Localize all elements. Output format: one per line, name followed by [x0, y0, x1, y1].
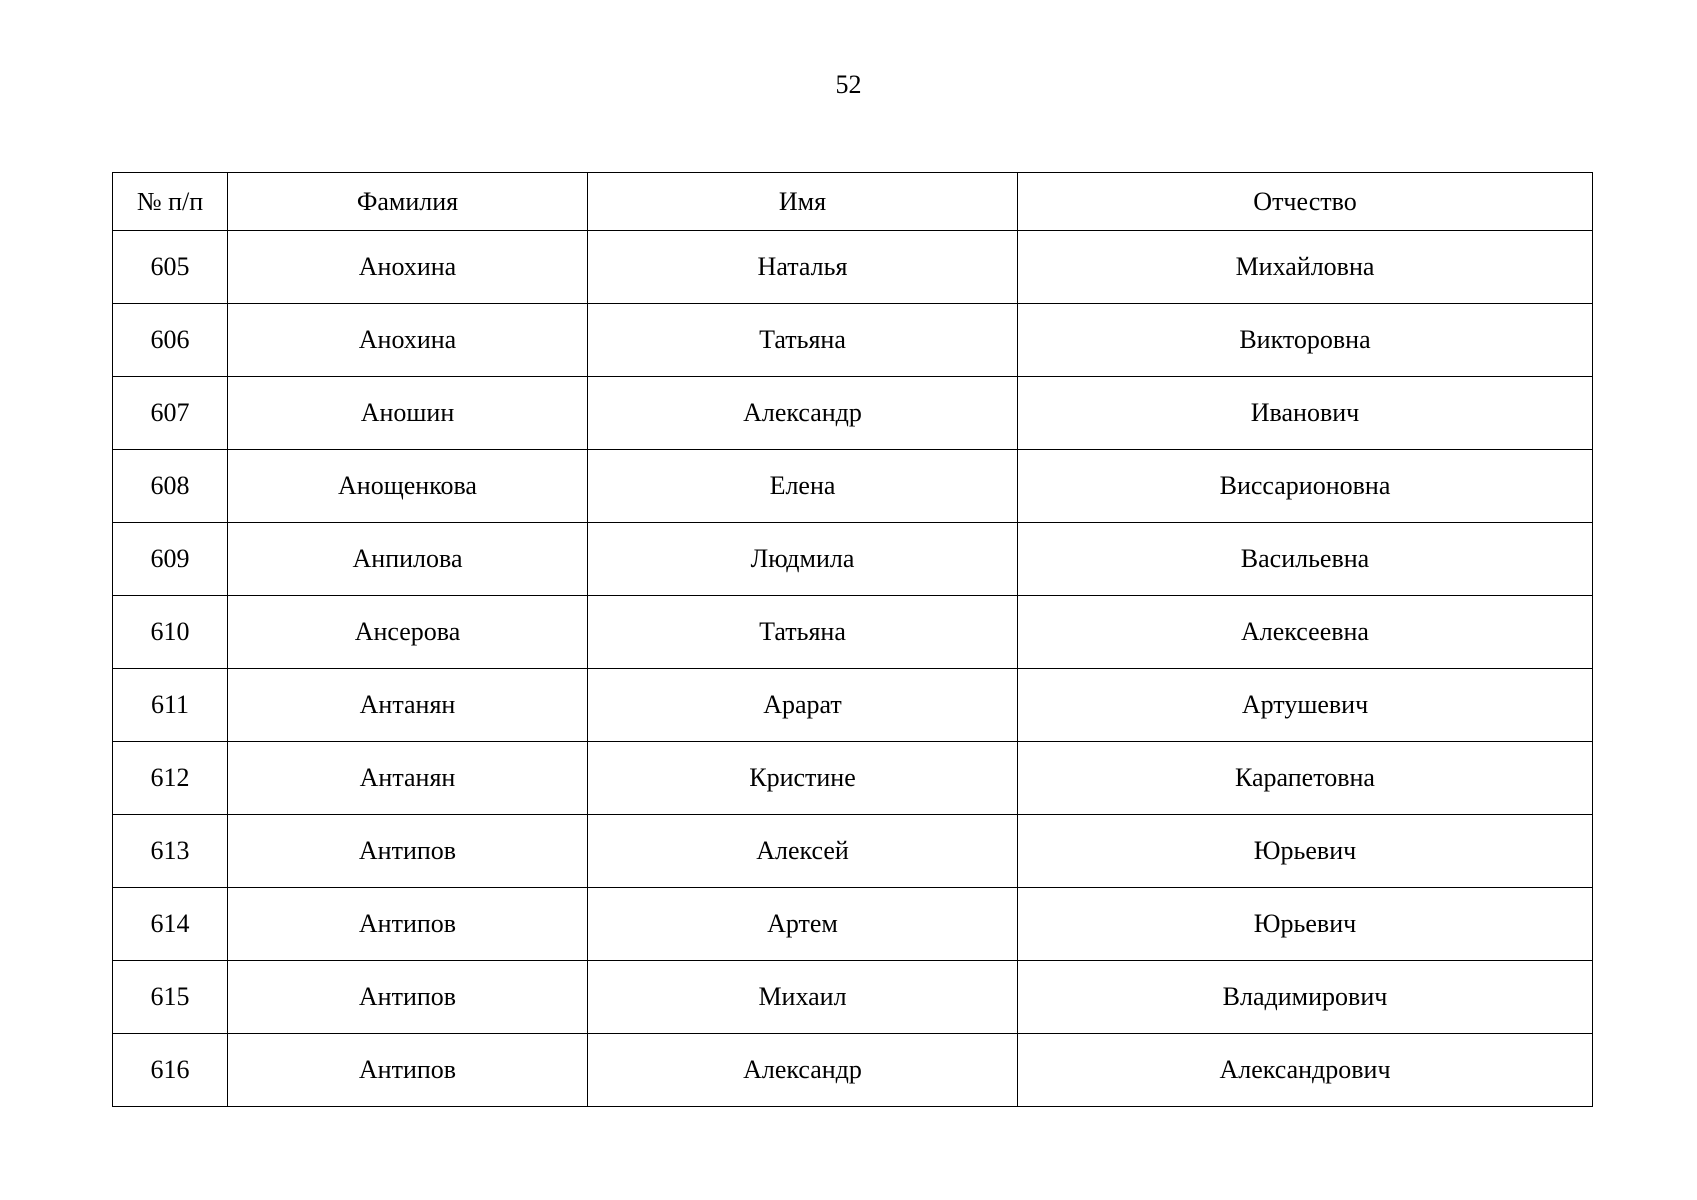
cell-patronymic: Михайловна [1018, 231, 1593, 304]
cell-number: 615 [113, 961, 228, 1034]
cell-number: 614 [113, 888, 228, 961]
cell-first-name: Алексей [588, 815, 1018, 888]
cell-patronymic: Юрьевич [1018, 888, 1593, 961]
cell-first-name: Кристине [588, 742, 1018, 815]
table-body [113, 231, 1593, 1107]
cell-patronymic: Алексеевна [1018, 596, 1593, 669]
cell-first-name: Елена [588, 450, 1018, 523]
cell-last-name: Анохина [228, 304, 588, 377]
cell-number: 611 [113, 669, 228, 742]
cell-first-name: Наталья [588, 231, 1018, 304]
table-row [113, 231, 1593, 304]
cell-last-name: Антанян [228, 669, 588, 742]
cell-patronymic: Карапетовна [1018, 742, 1593, 815]
table-row [113, 742, 1593, 815]
page-number: 52 [835, 70, 862, 99]
cell-last-name: Аношин [228, 377, 588, 450]
cell-patronymic: Васильевна [1018, 523, 1593, 596]
header-number: № п/п [113, 173, 228, 231]
cell-last-name: Анохина [228, 231, 588, 304]
table-row [113, 304, 1593, 377]
cell-number: 606 [113, 304, 228, 377]
cell-last-name: Антипов [228, 1034, 588, 1107]
cell-number: 616 [113, 1034, 228, 1107]
header-patronymic: Отчество [1018, 173, 1593, 231]
cell-number: 612 [113, 742, 228, 815]
cell-first-name: Татьяна [588, 596, 1018, 669]
cell-first-name: Арарат [588, 669, 1018, 742]
cell-last-name: Антипов [228, 888, 588, 961]
cell-last-name: Антипов [228, 961, 588, 1034]
header-first-name: Имя [588, 173, 1018, 231]
header-last-name: Фамилия [228, 173, 588, 231]
cell-first-name: Людмила [588, 523, 1018, 596]
header-row [113, 173, 1593, 231]
cell-patronymic: Артушевич [1018, 669, 1593, 742]
cell-patronymic: Юрьевич [1018, 815, 1593, 888]
cell-last-name: Ансерова [228, 596, 588, 669]
table-row [113, 450, 1593, 523]
cell-first-name: Артем [588, 888, 1018, 961]
cell-first-name: Михаил [588, 961, 1018, 1034]
cell-patronymic: Виссарионовна [1018, 450, 1593, 523]
table-row [113, 669, 1593, 742]
cell-last-name: Анпилова [228, 523, 588, 596]
cell-number: 605 [113, 231, 228, 304]
cell-patronymic: Викторовна [1018, 304, 1593, 377]
cell-last-name: Анощенкова [228, 450, 588, 523]
cell-first-name: Татьяна [588, 304, 1018, 377]
table-header [113, 173, 1593, 231]
cell-first-name: Александр [588, 377, 1018, 450]
table-row [113, 523, 1593, 596]
table-row [113, 377, 1593, 450]
table-row [113, 596, 1593, 669]
cell-last-name: Антипов [228, 815, 588, 888]
cell-number: 609 [113, 523, 228, 596]
roster-table [112, 172, 1593, 1107]
cell-patronymic: Александрович [1018, 1034, 1593, 1107]
cell-last-name: Антанян [228, 742, 588, 815]
cell-patronymic: Иванович [1018, 377, 1593, 450]
table-row [113, 961, 1593, 1034]
table-row [113, 815, 1593, 888]
cell-number: 608 [113, 450, 228, 523]
cell-number: 613 [113, 815, 228, 888]
cell-patronymic: Владимирович [1018, 961, 1593, 1034]
cell-first-name: Александр [588, 1034, 1018, 1107]
table-row [113, 1034, 1593, 1107]
cell-number: 607 [113, 377, 228, 450]
cell-number: 610 [113, 596, 228, 669]
table-row [113, 888, 1593, 961]
